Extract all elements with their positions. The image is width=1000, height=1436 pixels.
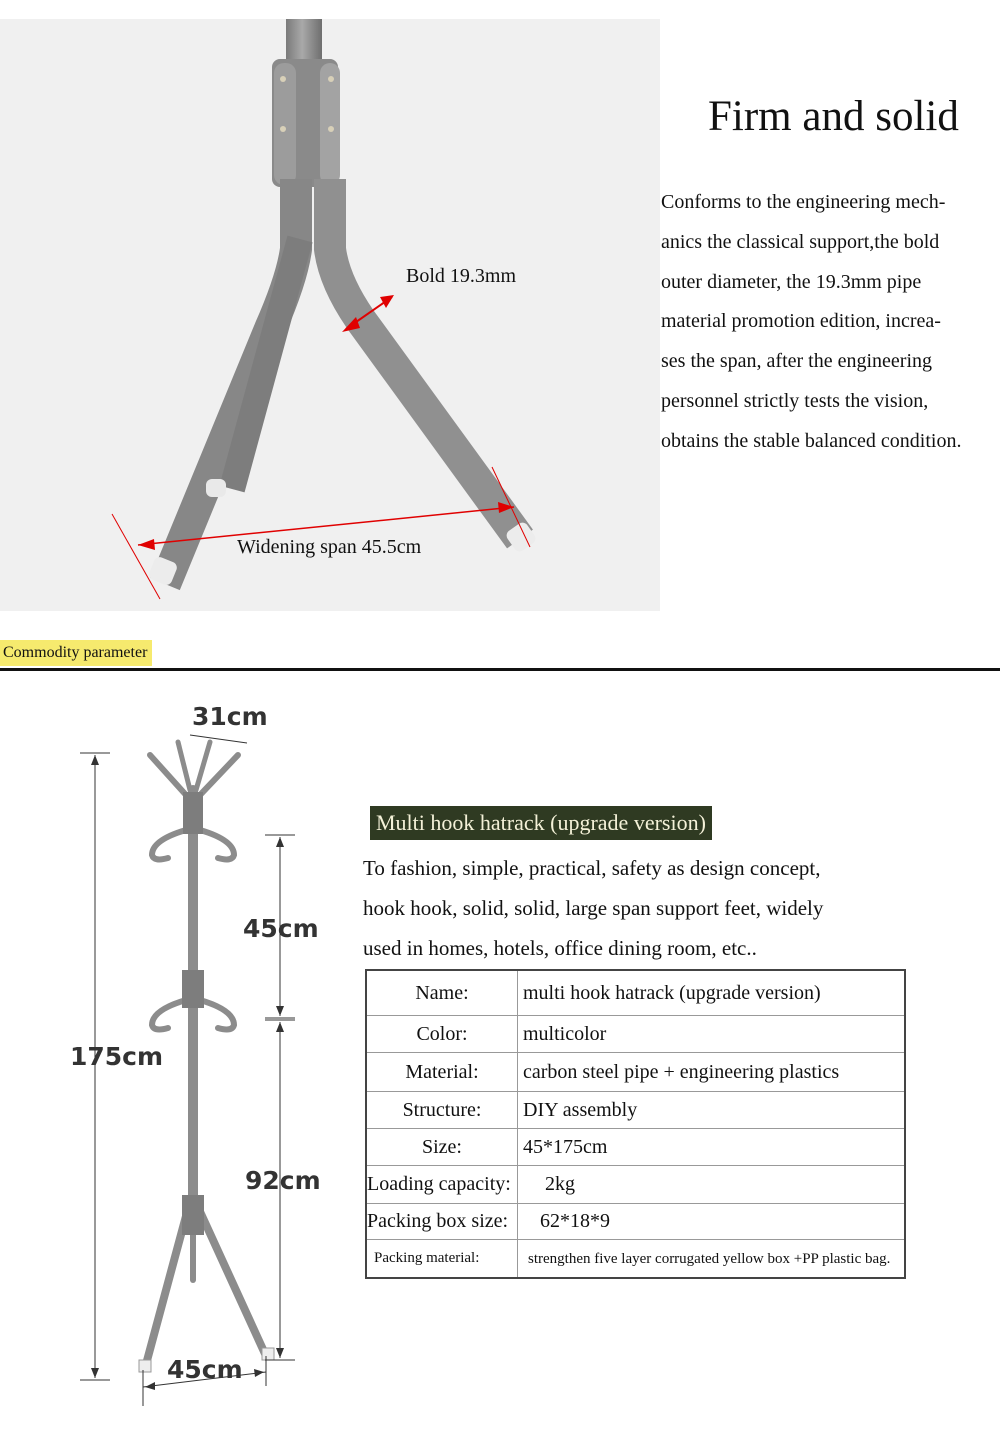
feature-description: [661, 183, 1000, 462]
spec-table: [365, 969, 906, 1279]
dim-lower-segment: 92cm: [245, 1166, 321, 1195]
spec-value: multi hook hatrack (upgrade version): [523, 981, 821, 1004]
feature-line: obtains the stable balanced condition.: [661, 429, 962, 452]
leg-closeup-photo: [0, 19, 660, 611]
spec-row-size: [367, 1129, 904, 1166]
section-label: Commodity parameter: [0, 640, 152, 666]
feature-line: anics the classical support,the bold: [661, 230, 940, 253]
spec-label: Material:: [405, 1060, 479, 1083]
spec-label: Size:: [422, 1135, 462, 1158]
spec-value: multicolor: [523, 1022, 607, 1045]
dim-base-width: 45cm: [167, 1355, 243, 1384]
section-divider: [0, 668, 1000, 671]
feature-line: material promotion edition, increa-: [661, 310, 941, 333]
description-line: To fashion, simple, practical, safety as design concept,: [363, 856, 821, 880]
spec-value: carbon steel pipe + engineering plastics: [523, 1060, 840, 1083]
dim-total-height: 175cm: [70, 1042, 164, 1071]
feature-title: Firm and solid: [708, 93, 959, 140]
tripod-leg-illustration: [0, 19, 660, 611]
spec-label: Name:: [415, 981, 469, 1004]
spec-value: strengthen five layer corrugated yellow box +PP plastic bag.: [528, 1250, 891, 1267]
feature-line: personnel strictly tests the vision,: [661, 389, 929, 412]
feature-line: outer diameter, the 19.3mm pipe: [661, 270, 922, 293]
spec-row-name: [367, 971, 904, 1016]
spec-row-box-size: [367, 1204, 904, 1240]
spec-label: Color:: [416, 1022, 468, 1045]
spec-row-loading: [367, 1166, 904, 1204]
spec-value: 62*18*9: [540, 1210, 610, 1232]
diameter-callout: Bold 19.3mm: [406, 265, 517, 287]
dim-top-width: 31cm: [192, 702, 268, 731]
spec-label: Packing material:: [374, 1250, 480, 1266]
spec-row-packing: [367, 1240, 904, 1277]
spec-label: Structure:: [402, 1098, 482, 1121]
spec-value: 2kg: [545, 1173, 575, 1195]
spec-row-material: [367, 1053, 904, 1092]
dimension-diagram: [0, 680, 340, 1420]
spec-label: Packing box size:: [367, 1210, 509, 1232]
spec-row-structure: [367, 1092, 904, 1129]
description-line: used in homes, hotels, office dining room, etc..: [363, 936, 757, 960]
product-title: Multi hook hatrack (upgrade version): [370, 806, 712, 840]
spec-row-color: [367, 1016, 904, 1053]
product-description: [363, 848, 923, 968]
spec-value: DIY assembly: [523, 1098, 638, 1121]
left-leg: [165, 179, 296, 584]
dim-upper-segment: 45cm: [243, 914, 319, 943]
spec-value: 45*175cm: [523, 1135, 608, 1158]
spec-label: Loading capacity:: [367, 1173, 511, 1195]
feature-line: ses the span, after the engineering: [661, 350, 933, 373]
feature-line: Conforms to the engineering mech-: [661, 191, 946, 213]
hatrack-illustration: [0, 680, 340, 1420]
span-callout: Widening span 45.5cm: [237, 536, 422, 558]
right-leg: [330, 179, 520, 539]
description-line: hook hook, solid, solid, large span support feet, widely: [363, 896, 824, 920]
